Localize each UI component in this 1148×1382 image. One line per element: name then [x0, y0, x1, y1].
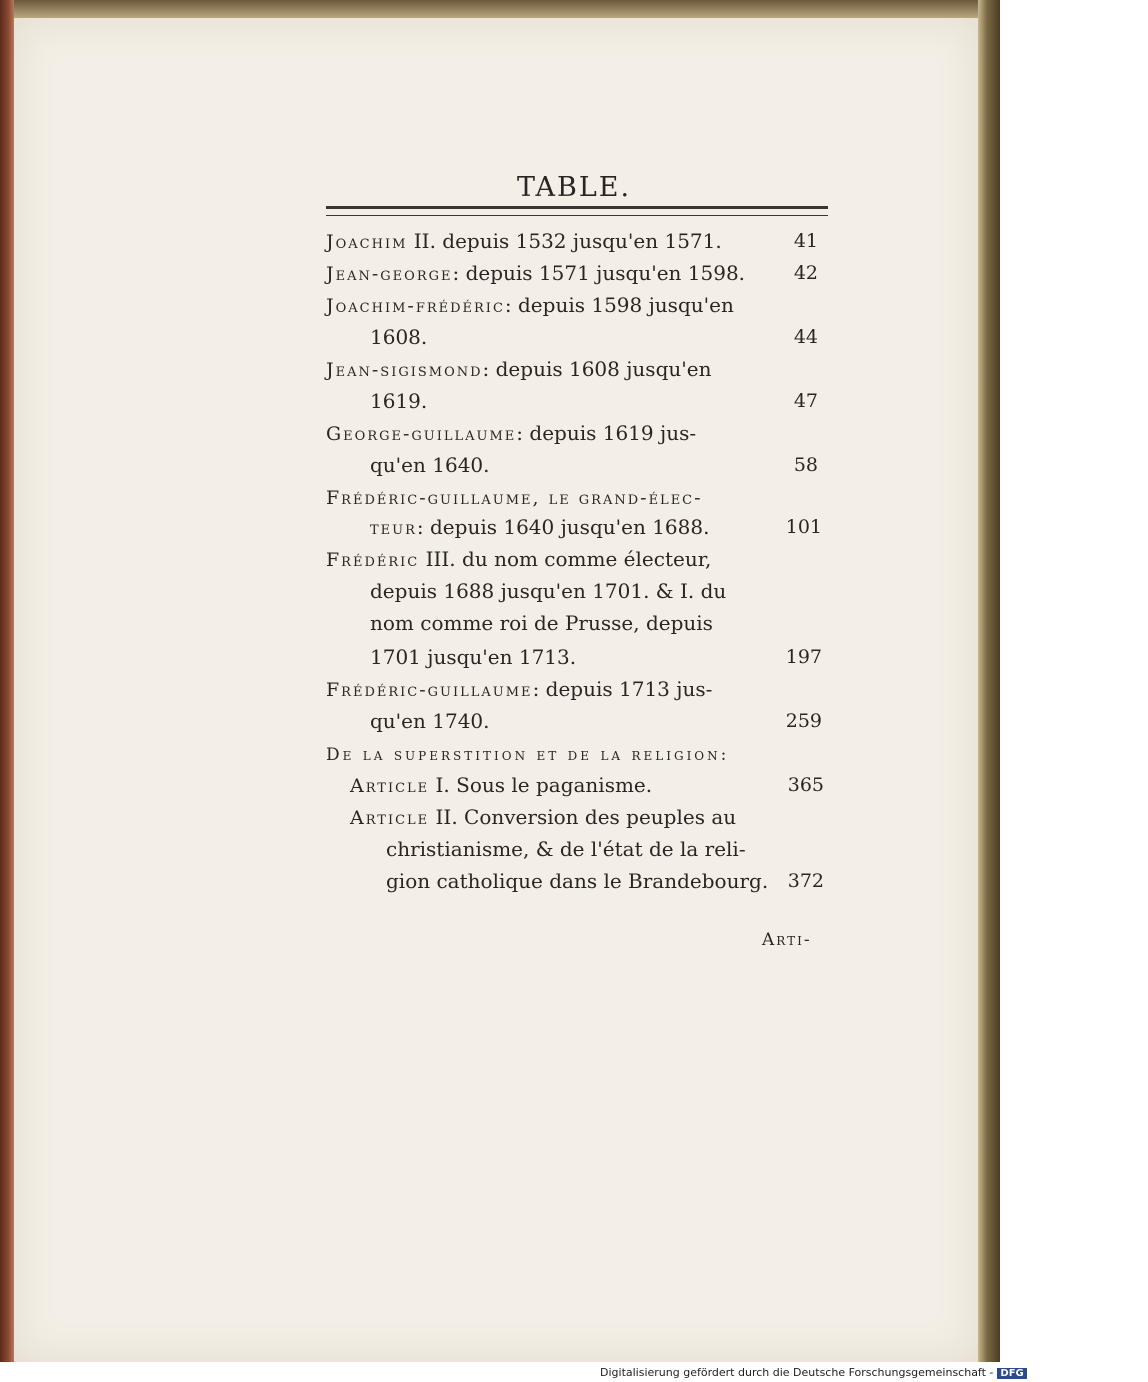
toc-entry-text: : depuis 1713 jus-	[532, 677, 713, 701]
toc-page-number: 365	[787, 774, 824, 796]
toc-page-number: 101	[785, 516, 822, 538]
toc-entry-text: : depuis 1571 jusqu'en 1598.	[452, 261, 746, 285]
toc-entry-head: Joachim-frédéric	[326, 295, 505, 317]
toc-entry-continuation: 1619.	[370, 389, 428, 413]
toc-entry-text: II. Conversion des peuples au	[429, 805, 737, 829]
toc-entry-head: Article	[350, 807, 430, 829]
toc-page-number: 44	[793, 326, 818, 348]
toc-entry-text: III. du nom comme électeur,	[419, 547, 712, 571]
toc-page-number: 372	[787, 870, 824, 892]
toc-entry-text: : depuis 1640 jusqu'en 1688.	[416, 515, 710, 539]
toc-entry-head: Joachim	[326, 231, 408, 253]
toc-entry-continuation: 1608.	[370, 325, 428, 349]
toc-page-number: 197	[785, 646, 822, 668]
toc-entry	[326, 484, 703, 511]
toc-entry-continuation: gion catholique dans le Brandebourg.	[386, 869, 769, 893]
toc-page-number: 58	[793, 454, 818, 476]
toc-entry-head: Article	[350, 775, 430, 797]
toc-entry-text: : depuis 1608 jusqu'en	[482, 357, 712, 381]
toc-entry-text: II. depuis 1532 jusqu'en 1571.	[407, 229, 722, 253]
toc-entry	[326, 676, 712, 703]
toc-entry-continuation: christianisme, & de l'état de la reli-	[386, 837, 746, 861]
toc-entry	[326, 420, 696, 447]
toc-page-number: 259	[785, 710, 822, 732]
page-title: TABLE.	[516, 172, 632, 203]
toc-entry-head: Frédéric-guillaume, le grand-élec-	[326, 487, 703, 509]
toc-entry-head: Jean-george	[326, 263, 453, 285]
toc-entry	[326, 356, 711, 383]
toc-entry-head: Frédéric-guillaume	[326, 679, 533, 701]
toc-page-number: 41	[793, 230, 818, 252]
toc-entry-text: : depuis 1598 jusqu'en	[504, 293, 734, 317]
toc-entry-continuation: depuis 1688 jusqu'en 1701. & I. du	[370, 579, 727, 603]
toc-entry-head: Jean-sigismond	[326, 359, 483, 381]
toc-entry-text: I. Sous le paganisme.	[429, 773, 653, 797]
toc-entry-head: George-guillaume	[326, 423, 517, 445]
toc-entry-head: teur	[370, 517, 417, 539]
toc-entry	[326, 292, 734, 319]
catchword: Arti-	[762, 930, 812, 950]
toc-page-number: 47	[793, 390, 818, 412]
section-heading-text: De la superstition et de la religion:	[326, 745, 730, 765]
toc-entry-head: Frédéric	[326, 549, 420, 571]
toc-entry-continuation: qu'en 1740.	[370, 709, 490, 733]
toc-entry-continuation: nom comme roi de Prusse, depuis	[370, 611, 713, 635]
toc-page-number: 42	[793, 262, 818, 284]
digitization-footer	[600, 1366, 1027, 1379]
footer-text: Digitalisierung gefördert durch die Deutsche Forschungsgemeinschaft -	[600, 1366, 994, 1379]
toc-entry	[350, 804, 736, 831]
toc-entry	[326, 546, 711, 573]
toc-entry	[326, 260, 745, 287]
toc-entry-text: : depuis 1619 jus-	[516, 421, 697, 445]
toc-entry-continuation: 1701 jusqu'en 1713.	[370, 645, 577, 669]
toc-entry-continuation: qu'en 1640.	[370, 453, 490, 477]
toc-entry	[350, 772, 652, 799]
toc-entry	[326, 228, 722, 255]
dfg-logo-icon: DFG	[997, 1368, 1026, 1379]
section-heading	[326, 740, 729, 768]
toc-entry-continuation	[370, 514, 709, 541]
